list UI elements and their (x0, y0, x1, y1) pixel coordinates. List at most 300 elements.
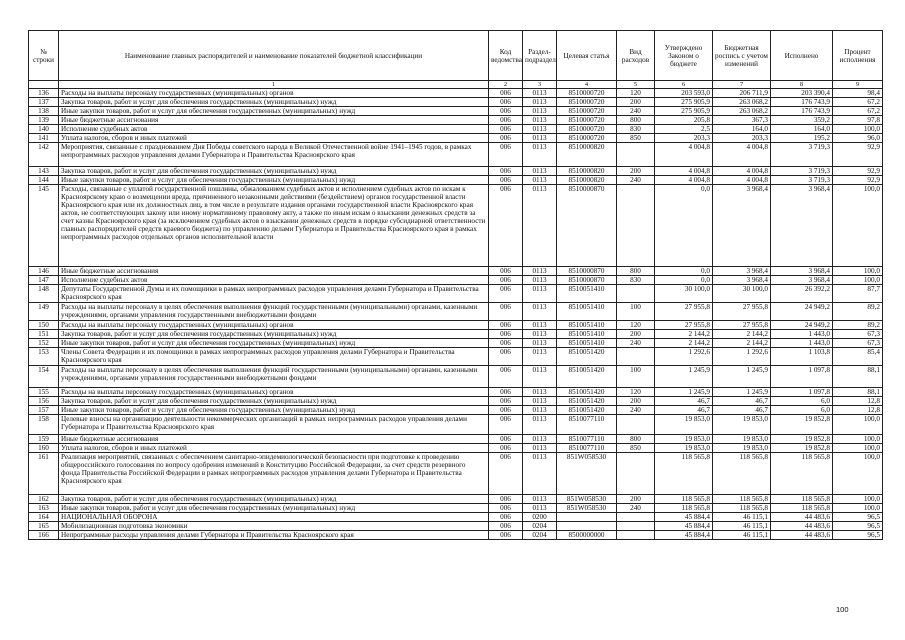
row-name: Иные закупки товаров, работ и услуг для обеспечения государственных (муниципальных) нужд (59, 176, 489, 185)
header-expense-type: Вид расходов (617, 31, 655, 81)
row-target: 8510000870 (557, 185, 617, 267)
table-row (29, 388, 883, 397)
row-percent: 89,2 (833, 303, 883, 321)
table-row (29, 285, 883, 303)
row-executed: 3 968,4 (771, 276, 833, 285)
row-budget-list: 3 968,4 (713, 185, 771, 267)
row-budget-list: 4 004,8 (713, 167, 771, 176)
header-dept-code: Код ведомства (489, 31, 523, 81)
row-approved: 2 144,2 (655, 339, 713, 348)
row-name: НАЦИОНАЛЬНАЯ ОБОРОНА (59, 513, 489, 522)
row-name: Расходы на выплаты персоналу государственных (муниципальных) органов (59, 321, 489, 330)
row-dept-code: 006 (489, 339, 523, 348)
row-percent: 100,0 (833, 444, 883, 453)
row-percent: 89,2 (833, 321, 883, 330)
row-percent: 12,8 (833, 397, 883, 406)
row-dept-code: 006 (489, 495, 523, 504)
row-percent: 67,2 (833, 98, 883, 107)
row-expense-type: 850 (617, 134, 655, 143)
row-section: 0113 (523, 303, 557, 321)
row-number: 150 (29, 321, 59, 330)
column-number (29, 81, 59, 89)
row-budget-list: 46 115,1 (713, 513, 771, 522)
table-row (29, 107, 883, 116)
table-row (29, 185, 883, 267)
header-row-no: № строки (29, 31, 59, 81)
table-row (29, 406, 883, 415)
row-percent: 92,9 (833, 176, 883, 185)
row-approved: 46,7 (655, 406, 713, 415)
header-executed: Исполнено (771, 31, 833, 81)
row-section: 0204 (523, 522, 557, 531)
row-approved: 4 004,8 (655, 167, 713, 176)
row-percent: 98,4 (833, 89, 883, 98)
budget-sheet (28, 30, 882, 540)
table-row (29, 522, 883, 531)
row-executed: 44 483,6 (771, 522, 833, 531)
row-name: Закупка товаров, работ и услуг для обеспечения государственных (муниципальных) нужд (59, 397, 489, 406)
budget-table (28, 30, 883, 540)
row-executed: 24 949,2 (771, 303, 833, 321)
row-section: 0113 (523, 107, 557, 116)
table-row (29, 444, 883, 453)
row-approved: 1 245,9 (655, 366, 713, 388)
row-budget-list: 263 068,2 (713, 98, 771, 107)
column-number: 3 (523, 81, 557, 89)
column-number: 6 (655, 81, 713, 89)
row-approved: 4 004,8 (655, 143, 713, 167)
row-percent: 67,3 (833, 339, 883, 348)
row-executed: 1 443,0 (771, 330, 833, 339)
row-section: 0204 (523, 531, 557, 540)
row-expense-type: 240 (617, 176, 655, 185)
table-row (29, 330, 883, 339)
row-executed: 3 719,3 (771, 176, 833, 185)
row-executed: 3 719,3 (771, 143, 833, 167)
row-executed: 176 743,9 (771, 107, 833, 116)
table-row (29, 116, 883, 125)
header-target: Целевая статья (557, 31, 617, 81)
row-dept-code: 006 (489, 453, 523, 495)
row-number: 155 (29, 388, 59, 397)
row-dept-code: 006 (489, 276, 523, 285)
row-target: 8510051420 (557, 348, 617, 366)
row-target: 8510051410 (557, 285, 617, 303)
row-budget-list: 1 245,9 (713, 388, 771, 397)
row-executed: 26 392,2 (771, 285, 833, 303)
row-section: 0113 (523, 143, 557, 167)
row-expense-type: 200 (617, 495, 655, 504)
row-section: 0113 (523, 435, 557, 444)
row-target (557, 513, 617, 522)
row-number: 140 (29, 125, 59, 134)
row-expense-type (617, 453, 655, 495)
row-number: 151 (29, 330, 59, 339)
row-percent: 96,5 (833, 531, 883, 540)
row-expense-type: 850 (617, 444, 655, 453)
row-executed: 19 852,8 (771, 435, 833, 444)
row-number: 139 (29, 116, 59, 125)
row-approved: 1 292,6 (655, 348, 713, 366)
row-approved: 205,8 (655, 116, 713, 125)
column-number-row (29, 81, 883, 89)
row-budget-list: 46 115,1 (713, 522, 771, 531)
row-number: 137 (29, 98, 59, 107)
row-target: 8510077110 (557, 435, 617, 444)
row-percent: 100,0 (833, 453, 883, 495)
row-section: 0113 (523, 444, 557, 453)
row-target: 8510000720 (557, 89, 617, 98)
row-expense-type: 830 (617, 276, 655, 285)
row-executed: 203 390,4 (771, 89, 833, 98)
row-executed: 359,2 (771, 116, 833, 125)
row-section: 0200 (523, 513, 557, 522)
table-row (29, 504, 883, 513)
row-number: 147 (29, 276, 59, 285)
row-number: 165 (29, 522, 59, 531)
row-name: Мобилизационная подготовка экономики (59, 522, 489, 531)
page-number: 100 (836, 605, 849, 614)
row-target: 8510051410 (557, 330, 617, 339)
row-dept-code: 006 (489, 415, 523, 435)
row-expense-type (617, 285, 655, 303)
row-expense-type: 240 (617, 504, 655, 513)
row-executed: 118 565,8 (771, 495, 833, 504)
row-name: Иные бюджетные ассигнования (59, 435, 489, 444)
table-body (29, 89, 883, 540)
row-expense-type (617, 143, 655, 167)
row-dept-code: 006 (489, 143, 523, 167)
table-row (29, 176, 883, 185)
row-section: 0113 (523, 330, 557, 339)
row-approved: 275 905,9 (655, 98, 713, 107)
row-name: Расходы на выплаты персоналу государственных (муниципальных) органов (59, 89, 489, 98)
header-percent: Процент исполнения (833, 31, 883, 81)
row-section: 0113 (523, 285, 557, 303)
row-target: 8510051420 (557, 397, 617, 406)
row-budget-list: 367,3 (713, 116, 771, 125)
row-name: Исполнение судебных актов (59, 125, 489, 134)
row-executed: 6,0 (771, 397, 833, 406)
row-approved: 1 245,9 (655, 388, 713, 397)
row-section: 0113 (523, 116, 557, 125)
row-name: Уплата налогов, сборов и иных платежей (59, 444, 489, 453)
row-dept-code: 006 (489, 303, 523, 321)
row-number: 164 (29, 513, 59, 522)
row-budget-list: 3 968,4 (713, 276, 771, 285)
row-approved: 118 565,8 (655, 453, 713, 495)
row-dept-code: 006 (489, 435, 523, 444)
row-target: 8510000720 (557, 134, 617, 143)
row-executed: 176 743,9 (771, 98, 833, 107)
row-number: 141 (29, 134, 59, 143)
row-percent: 85,4 (833, 348, 883, 366)
row-name: Иные бюджетные ассигнования (59, 267, 489, 276)
row-name: Иные закупки товаров, работ и услуг для обеспечения государственных (муниципальных) нужд (59, 504, 489, 513)
table-row (29, 339, 883, 348)
header-approved: Утверждено Законом о бюджете (655, 31, 713, 81)
row-approved: 0,0 (655, 267, 713, 276)
row-section: 0113 (523, 89, 557, 98)
row-section: 0113 (523, 415, 557, 435)
row-approved: 27 955,8 (655, 321, 713, 330)
row-budget-list: 4 004,8 (713, 143, 771, 167)
row-approved: 27 955,8 (655, 303, 713, 321)
row-dept-code: 006 (489, 134, 523, 143)
table-row (29, 303, 883, 321)
row-dept-code: 006 (489, 406, 523, 415)
row-approved: 0,0 (655, 185, 713, 267)
row-budget-list: 118 565,8 (713, 495, 771, 504)
row-expense-type (617, 415, 655, 435)
row-executed: 24 949,2 (771, 321, 833, 330)
row-section: 0113 (523, 185, 557, 267)
row-expense-type: 200 (617, 98, 655, 107)
row-approved: 0,0 (655, 276, 713, 285)
row-number: 148 (29, 285, 59, 303)
table-row (29, 321, 883, 330)
table-row (29, 531, 883, 540)
row-expense-type: 200 (617, 330, 655, 339)
row-executed: 1 103,8 (771, 348, 833, 366)
row-budget-list: 263 068,2 (713, 107, 771, 116)
table-row (29, 98, 883, 107)
row-section: 0113 (523, 167, 557, 176)
row-executed: 164,0 (771, 125, 833, 134)
row-section: 0113 (523, 366, 557, 388)
row-number: 138 (29, 107, 59, 116)
row-expense-type (617, 348, 655, 366)
row-budget-list: 118 565,8 (713, 453, 771, 495)
row-target: 8510051410 (557, 303, 617, 321)
row-dept-code: 006 (489, 388, 523, 397)
row-expense-type (617, 513, 655, 522)
row-budget-list: 27 955,8 (713, 303, 771, 321)
row-section: 0113 (523, 397, 557, 406)
row-budget-list: 2 144,2 (713, 339, 771, 348)
row-budget-list: 19 853,0 (713, 444, 771, 453)
row-approved: 30 100,0 (655, 285, 713, 303)
row-number: 157 (29, 406, 59, 415)
row-approved: 19 853,0 (655, 415, 713, 435)
row-dept-code: 006 (489, 107, 523, 116)
row-dept-code: 006 (489, 176, 523, 185)
row-section: 0113 (523, 276, 557, 285)
row-name: Реализация мероприятий, связанных с обеспечением санитарно-эпидемиологической безопасности при подготовке к проведению общероссийского голосования по вопросу одобрения изменений в Конституцию Российской Федерации, за счет средств резервного фонда Правительства Российской Федерации в рамках непрограммных расходов управления делами Губернатора и Правительства Красноярского края (59, 453, 489, 495)
row-dept-code: 006 (489, 167, 523, 176)
row-name: Мероприятия, связанные с празднованием Дня Победы советского народа в Великой Отечественной войне 1941–1945 годов, в рамках непрограммных расходов управления делами Губернатора и Правительства Красноярского края (59, 143, 489, 167)
row-percent: 88,1 (833, 388, 883, 397)
row-executed: 44 483,6 (771, 531, 833, 540)
table-row (29, 397, 883, 406)
row-section: 0113 (523, 406, 557, 415)
row-dept-code: 006 (489, 321, 523, 330)
row-budget-list: 46,7 (713, 397, 771, 406)
column-number: 9 (833, 81, 883, 89)
row-target: 851W058530 (557, 504, 617, 513)
row-target: 8510000720 (557, 125, 617, 134)
row-executed: 19 852,8 (771, 444, 833, 453)
row-budget-list: 30 100,0 (713, 285, 771, 303)
row-executed: 3 719,3 (771, 167, 833, 176)
row-target: 8510051420 (557, 388, 617, 397)
row-section: 0113 (523, 495, 557, 504)
row-executed: 19 852,8 (771, 415, 833, 435)
row-executed: 118 565,8 (771, 504, 833, 513)
row-name: Непрограммные расходы управления делами Губернатора и Правительства Красноярского края (59, 531, 489, 540)
row-executed: 118 565,8 (771, 453, 833, 495)
row-percent: 100,0 (833, 185, 883, 267)
row-approved: 118 565,8 (655, 495, 713, 504)
row-target: 8510051420 (557, 366, 617, 388)
row-dept-code: 006 (489, 125, 523, 134)
row-number: 152 (29, 339, 59, 348)
row-dept-code: 006 (489, 397, 523, 406)
row-name: Расходы на выплаты персоналу в целях обеспечения выполнения функций государственными (муниципальными) органами, казенными учреждениями, органами управления государственными внебюджетными фондами (59, 303, 489, 321)
row-budget-list: 19 853,0 (713, 435, 771, 444)
column-number: 5 (617, 81, 655, 89)
row-target: 8510077110 (557, 444, 617, 453)
row-approved: 203 593,0 (655, 89, 713, 98)
row-section: 0113 (523, 348, 557, 366)
table-row (29, 435, 883, 444)
row-name: Расходы на выплаты персоналу государственных (муниципальных) органов (59, 388, 489, 397)
row-dept-code: 006 (489, 513, 523, 522)
row-percent: 100,0 (833, 435, 883, 444)
row-name: Закупка товаров, работ и услуг для обеспечения государственных (муниципальных) нужд (59, 98, 489, 107)
row-target: 8510051410 (557, 321, 617, 330)
row-target: 851W058530 (557, 495, 617, 504)
row-section: 0113 (523, 453, 557, 495)
row-percent: 100,0 (833, 276, 883, 285)
row-number: 153 (29, 348, 59, 366)
header-section: Раздел-подраздел (523, 31, 557, 81)
row-name: Исполнение судебных актов (59, 276, 489, 285)
row-approved: 45 884,4 (655, 522, 713, 531)
row-approved: 46,7 (655, 397, 713, 406)
row-approved: 45 884,4 (655, 513, 713, 522)
table-row (29, 366, 883, 388)
row-number: 136 (29, 89, 59, 98)
row-target: 8510000820 (557, 143, 617, 167)
row-number: 149 (29, 303, 59, 321)
row-target: 851W058530 (557, 453, 617, 495)
row-percent: 92,9 (833, 167, 883, 176)
row-dept-code: 006 (489, 267, 523, 276)
row-executed: 44 483,6 (771, 513, 833, 522)
row-dept-code: 006 (489, 366, 523, 388)
table-row (29, 453, 883, 495)
row-approved: 19 853,0 (655, 435, 713, 444)
row-name: Расходы, связанные с уплатой государственной пошлины, обжалованием судебных актов и исполнением судебных актов по искам к Красноярскому краю о возмещении вреда, причиненного незаконными действиями (бездействием) органов государственной власти Красноярского края или их должностных лиц, в том числе в результате издания органами государственной власти Красноярского края актов, не соответствующих закону или иному нормативному правовому акту, а также по иным искам о взыскании денежных средств за счет казны Красноярского края (за исключением судебных актов о взыскании денежных средств в порядке субсидиарной ответственности главных распорядителей средств краевого бюджета) по управлению делами Губернатора и Правительства Красноярского края в рамках непрограммных расходов отдельных органов исполнительной власти (59, 185, 489, 267)
table-row (29, 495, 883, 504)
row-expense-type: 120 (617, 321, 655, 330)
row-number: 144 (29, 176, 59, 185)
row-number: 159 (29, 435, 59, 444)
row-target: 8510077110 (557, 415, 617, 435)
row-dept-code: 006 (489, 444, 523, 453)
column-number: 4 (557, 81, 617, 89)
row-name: Расходы на выплаты персоналу в целях обеспечения выполнения функций государственными (муниципальными) органами, казенными учреждениями, органами управления государственными внебюджетными фондами (59, 366, 489, 388)
row-target: 8510000720 (557, 98, 617, 107)
row-budget-list: 203,3 (713, 134, 771, 143)
row-name: Закупка товаров, работ и услуг для обеспечения государственных (муниципальных) нужд (59, 330, 489, 339)
row-expense-type: 830 (617, 125, 655, 134)
row-dept-code: 006 (489, 116, 523, 125)
row-name: Иные закупки товаров, работ и услуг для обеспечения государственных (муниципальных) нужд (59, 406, 489, 415)
row-executed: 195,2 (771, 134, 833, 143)
row-approved: 19 853,0 (655, 444, 713, 453)
table-row (29, 267, 883, 276)
row-section: 0113 (523, 125, 557, 134)
row-expense-type: 240 (617, 107, 655, 116)
row-budget-list: 2 144,2 (713, 330, 771, 339)
header-name: Наименование главных распорядителей и наименование показателей бюджетной классификации (59, 31, 489, 81)
row-percent: 100,0 (833, 495, 883, 504)
row-expense-type (617, 531, 655, 540)
row-target: 8510000870 (557, 276, 617, 285)
row-executed: 3 968,4 (771, 185, 833, 267)
row-section: 0113 (523, 388, 557, 397)
table-row (29, 415, 883, 435)
row-name: Иные закупки товаров, работ и услуг для обеспечения государственных (муниципальных) нужд (59, 339, 489, 348)
row-budget-list: 27 955,8 (713, 321, 771, 330)
row-percent: 87,7 (833, 285, 883, 303)
row-section: 0113 (523, 267, 557, 276)
row-percent: 100,0 (833, 267, 883, 276)
row-number: 158 (29, 415, 59, 435)
row-target: 8510051410 (557, 339, 617, 348)
row-percent: 97,8 (833, 116, 883, 125)
row-number: 154 (29, 366, 59, 388)
row-name: Закупка товаров, работ и услуг для обеспечения государственных (муниципальных) нужд (59, 495, 489, 504)
header-row (29, 31, 883, 81)
table-row (29, 167, 883, 176)
row-dept-code: 006 (489, 348, 523, 366)
row-number: 142 (29, 143, 59, 167)
row-approved: 275 905,9 (655, 107, 713, 116)
row-number: 162 (29, 495, 59, 504)
row-section: 0113 (523, 98, 557, 107)
row-approved: 118 565,8 (655, 504, 713, 513)
row-target: 8510000720 (557, 116, 617, 125)
row-name: Целевые взносы на организацию деятельности некоммерческих организаций в рамках непрограммных расходов управления делами Губернатора и Правительства Красноярского края (59, 415, 489, 435)
row-budget-list: 46 115,1 (713, 531, 771, 540)
row-name: Члены Совета Федерации и их помощники в рамках непрограммных расходов управления делами Губернатора и Правительства Красноярского края (59, 348, 489, 366)
row-percent: 100,0 (833, 415, 883, 435)
row-section: 0113 (523, 134, 557, 143)
row-percent: 100,0 (833, 504, 883, 513)
row-percent: 67,3 (833, 330, 883, 339)
row-percent: 12,8 (833, 406, 883, 415)
row-approved: 2,5 (655, 125, 713, 134)
table-row (29, 134, 883, 143)
row-number: 145 (29, 185, 59, 267)
row-expense-type (617, 185, 655, 267)
row-target: 8510000820 (557, 167, 617, 176)
row-percent: 96,5 (833, 522, 883, 531)
row-budget-list: 118 565,8 (713, 504, 771, 513)
row-expense-type: 800 (617, 116, 655, 125)
row-dept-code: 006 (489, 285, 523, 303)
row-budget-list: 46,7 (713, 406, 771, 415)
row-target: 8510000870 (557, 267, 617, 276)
row-dept-code: 006 (489, 531, 523, 540)
row-target: 8510000820 (557, 176, 617, 185)
row-number: 163 (29, 504, 59, 513)
row-approved: 203,3 (655, 134, 713, 143)
row-budget-list: 19 853,0 (713, 415, 771, 435)
